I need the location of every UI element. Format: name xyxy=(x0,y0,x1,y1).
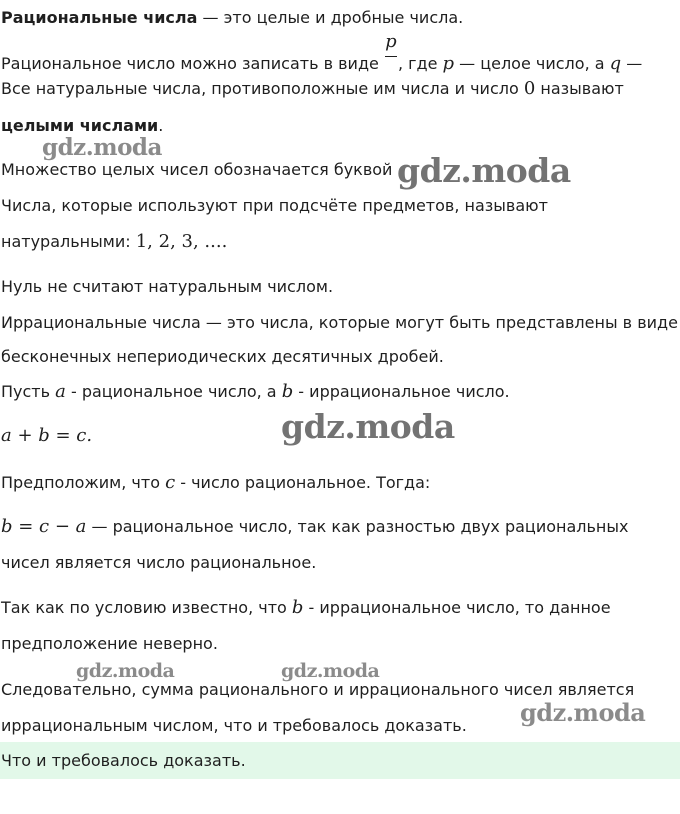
var-p: p xyxy=(442,53,455,74)
text: - число рациональное. Тогда: xyxy=(175,473,431,492)
number-zero: 0 xyxy=(523,78,536,99)
rational-form-line xyxy=(1,31,643,74)
natural-sequence: 1, 2, 3, .... xyxy=(135,231,228,252)
conclusion-line: Следовательно, сумма рационального и иррационального чисел является xyxy=(1,680,635,699)
text: Так как по условию известно, что xyxy=(1,598,292,617)
irrational-definition-line: Иррациональные числа — это числа, которые могут быть представлены в виде xyxy=(1,313,678,332)
definition-text: — это целые и дробные числа. xyxy=(197,8,464,27)
definition-rational xyxy=(1,8,463,28)
var-b: b xyxy=(291,597,304,618)
integers-term-line xyxy=(1,116,163,136)
text: . xyxy=(158,116,164,135)
text: Рациональное число можно записать в виде xyxy=(1,54,384,73)
term-integers: целыми числами xyxy=(1,116,159,135)
watermark-logo: gdz.moda xyxy=(42,134,162,161)
integers-line xyxy=(1,79,624,99)
contradiction-line-2: предположение неверно. xyxy=(1,634,218,653)
watermark-logo: gdz.moda xyxy=(520,698,646,727)
text: - иррациональное число. xyxy=(293,382,510,401)
var-c: c xyxy=(165,472,176,493)
var-b: b xyxy=(281,381,294,402)
irrational-definition-line-2: бесконечных непериодических десятичных дробей. xyxy=(1,347,444,366)
difference-line-2: чисел является число рациональное. xyxy=(1,553,317,572)
contradiction-line xyxy=(1,598,611,618)
difference-line xyxy=(1,517,629,537)
natural-numbers-line: Числа, которые используют при подсчёте предметов, называют xyxy=(1,196,548,215)
text: — рациональное число, так как разностью двух рациональных xyxy=(86,517,629,536)
text: — xyxy=(621,54,643,73)
watermark-logo: gdz.moda xyxy=(281,660,380,682)
watermark-logo: gdz.moda xyxy=(281,407,455,446)
text: называют xyxy=(535,79,624,98)
text: - иррациональное число, то данное xyxy=(303,598,611,617)
var-a: a xyxy=(55,381,66,402)
watermark-logo: gdz.moda xyxy=(397,151,571,190)
text: натуральными: xyxy=(1,232,136,251)
zero-note-line: Нуль не считают натуральным числом. xyxy=(1,277,334,296)
answer-text: Что и требовалось доказать. xyxy=(1,751,246,770)
text: — целое число, а xyxy=(454,54,610,73)
fraction-p-over-q xyxy=(384,31,398,74)
assume-line xyxy=(1,473,430,493)
text: Предположим, что xyxy=(1,473,166,492)
term-rational: Рациональные числа xyxy=(1,8,198,27)
conclusion-line-2: иррациональным числом, что и требовалось доказать. xyxy=(1,716,467,735)
text: Пусть xyxy=(1,382,56,401)
equation-sum: a + b = c. xyxy=(1,425,93,446)
var-q: q xyxy=(609,53,622,74)
let-line xyxy=(1,382,510,402)
text: Все натуральные числа, противоположные им числа и число xyxy=(1,79,524,98)
equation-difference: b = c − a xyxy=(1,516,87,537)
fraction-bar xyxy=(385,56,397,57)
natural-sequence-line xyxy=(1,232,227,252)
answer-box xyxy=(0,742,680,779)
text: - рациональное число, а xyxy=(65,382,282,401)
watermark-logo: gdz.moda xyxy=(76,660,175,682)
integers-set-line: Множество целых чисел обозначается буквой xyxy=(1,160,393,179)
text: , где xyxy=(397,54,443,73)
fraction-numerator: p xyxy=(385,31,397,52)
